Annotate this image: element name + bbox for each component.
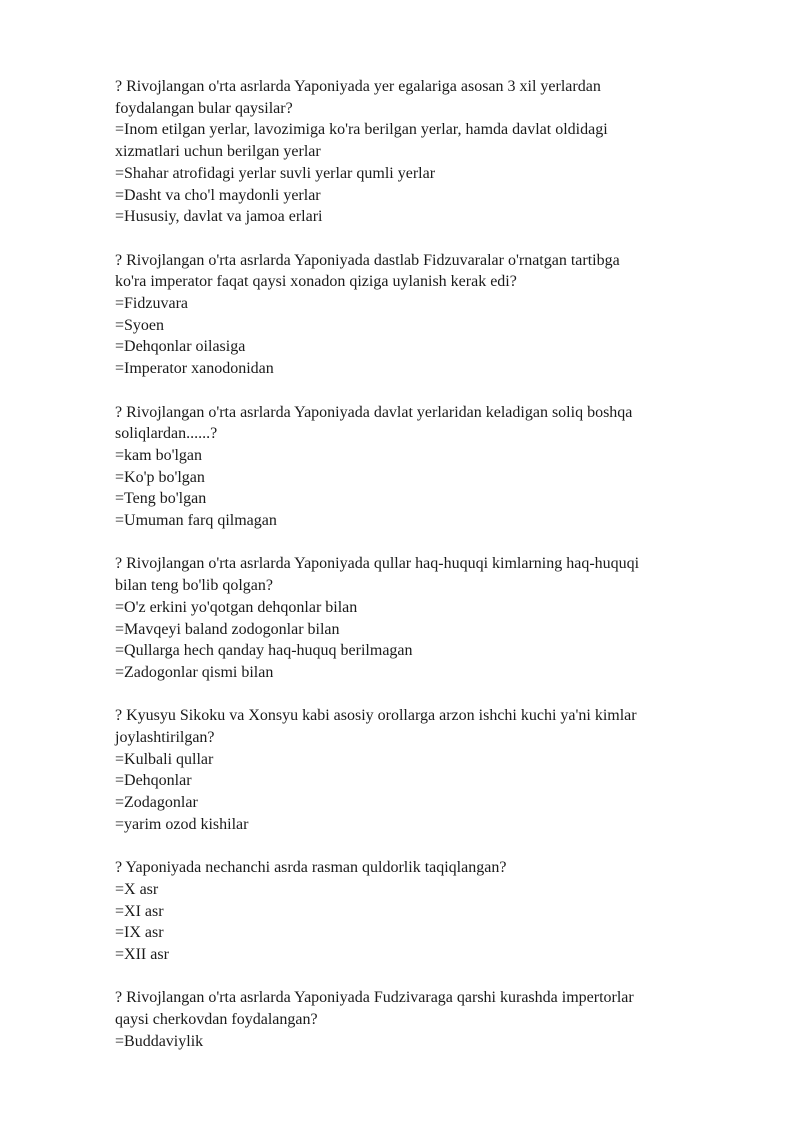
question-text: ? Rivojlangan o'rta asrlarda Yaponiyada Fudzivaraga qarshi kurashda impertorlar bbox=[115, 989, 634, 1007]
answer-option: =O'z erkini yo'qotgan dehqonlar bilan bbox=[115, 598, 358, 616]
answer-option: =Shahar atrofidagi yerlar suvli yerlar qumli yerlar bbox=[115, 164, 436, 182]
question-block bbox=[115, 402, 740, 532]
answer-option: =Dehqonlar oilasiga bbox=[115, 338, 246, 356]
answer-option: xizmatlari uchun berilgan yerlar bbox=[115, 143, 321, 161]
question-text: ? Rivojlangan o'rta asrlarda Yaponiyada dastlab Fidzuvaralar o'rnatgan tartibga bbox=[115, 251, 620, 269]
answer-option: =Buddaviylik bbox=[115, 1032, 204, 1050]
answer-option: =Ko'p bo'lgan bbox=[115, 468, 205, 486]
answer-option: =Syoen bbox=[115, 316, 165, 334]
question-text: ? Yaponiyada nechanchi asrda rasman quldorlik taqiqlangan? bbox=[115, 859, 507, 877]
question-text: foydalangan bular qaysilar? bbox=[115, 99, 293, 117]
answer-option: =Hususiy, davlat va jamoa erlari bbox=[115, 208, 323, 226]
question-block bbox=[115, 705, 740, 835]
answer-option: =Umuman farq qilmagan bbox=[115, 512, 277, 530]
question-block bbox=[115, 250, 740, 380]
question-text: joylashtirilgan? bbox=[115, 729, 215, 747]
answer-option: =XII asr bbox=[115, 946, 169, 964]
answer-option: =XI asr bbox=[115, 902, 164, 920]
document-body bbox=[115, 76, 740, 1074]
question-block bbox=[115, 857, 740, 966]
question-text: soliqlardan......? bbox=[115, 425, 218, 443]
question-text: qaysi cherkovdan foydalangan? bbox=[115, 1011, 318, 1029]
answer-option: =Teng bo'lgan bbox=[115, 490, 207, 508]
answer-option: =Mavqeyi baland zodogonlar bilan bbox=[115, 620, 340, 638]
answer-option: =kam bo'lgan bbox=[115, 446, 202, 464]
question-text: ? Kyusyu Sikoku va Xonsyu kabi asosiy orollarga arzon ishchi kuchi ya'ni kimlar bbox=[115, 707, 637, 725]
question-text: ? Rivojlangan o'rta asrlarda Yaponiyada qullar haq-huquqi kimlarning haq-huquqi bbox=[115, 555, 640, 573]
answer-option: =Qullarga hech qanday haq-huquq berilmagan bbox=[115, 642, 413, 660]
answer-option: =X asr bbox=[115, 880, 159, 898]
answer-option: =Fidzuvara bbox=[115, 295, 188, 313]
answer-option: =Dehqonlar bbox=[115, 772, 192, 790]
question-block bbox=[115, 553, 740, 683]
question-text: bilan teng bo'lib qolgan? bbox=[115, 577, 273, 595]
question-block bbox=[115, 76, 740, 228]
question-text: ? Rivojlangan o'rta asrlarda Yaponiyada yer egalariga asosan 3 xil yerlardan bbox=[115, 78, 601, 95]
question-text: ko'ra imperator faqat qaysi xonadon qiziga uylanish kerak edi? bbox=[115, 273, 517, 291]
answer-option: =Zadogonlar qismi bilan bbox=[115, 663, 274, 681]
answer-option: =yarim ozod kishilar bbox=[115, 815, 249, 833]
answer-option: =Inom etilgan yerlar, lavozimiga ko'ra berilgan yerlar, hamda davlat oldidagi bbox=[115, 121, 608, 139]
answer-option: =Imperator xanodonidan bbox=[115, 360, 274, 378]
question-block bbox=[115, 987, 740, 1052]
answer-option: =IX asr bbox=[115, 924, 164, 942]
answer-option: =Zodagonlar bbox=[115, 794, 198, 812]
question-text: ? Rivojlangan o'rta asrlarda Yaponiyada davlat yerlaridan keladigan soliq boshqa bbox=[115, 403, 633, 421]
answer-option: =Dasht va cho'l maydonli yerlar bbox=[115, 186, 321, 204]
answer-option: =Kulbali qullar bbox=[115, 750, 214, 768]
